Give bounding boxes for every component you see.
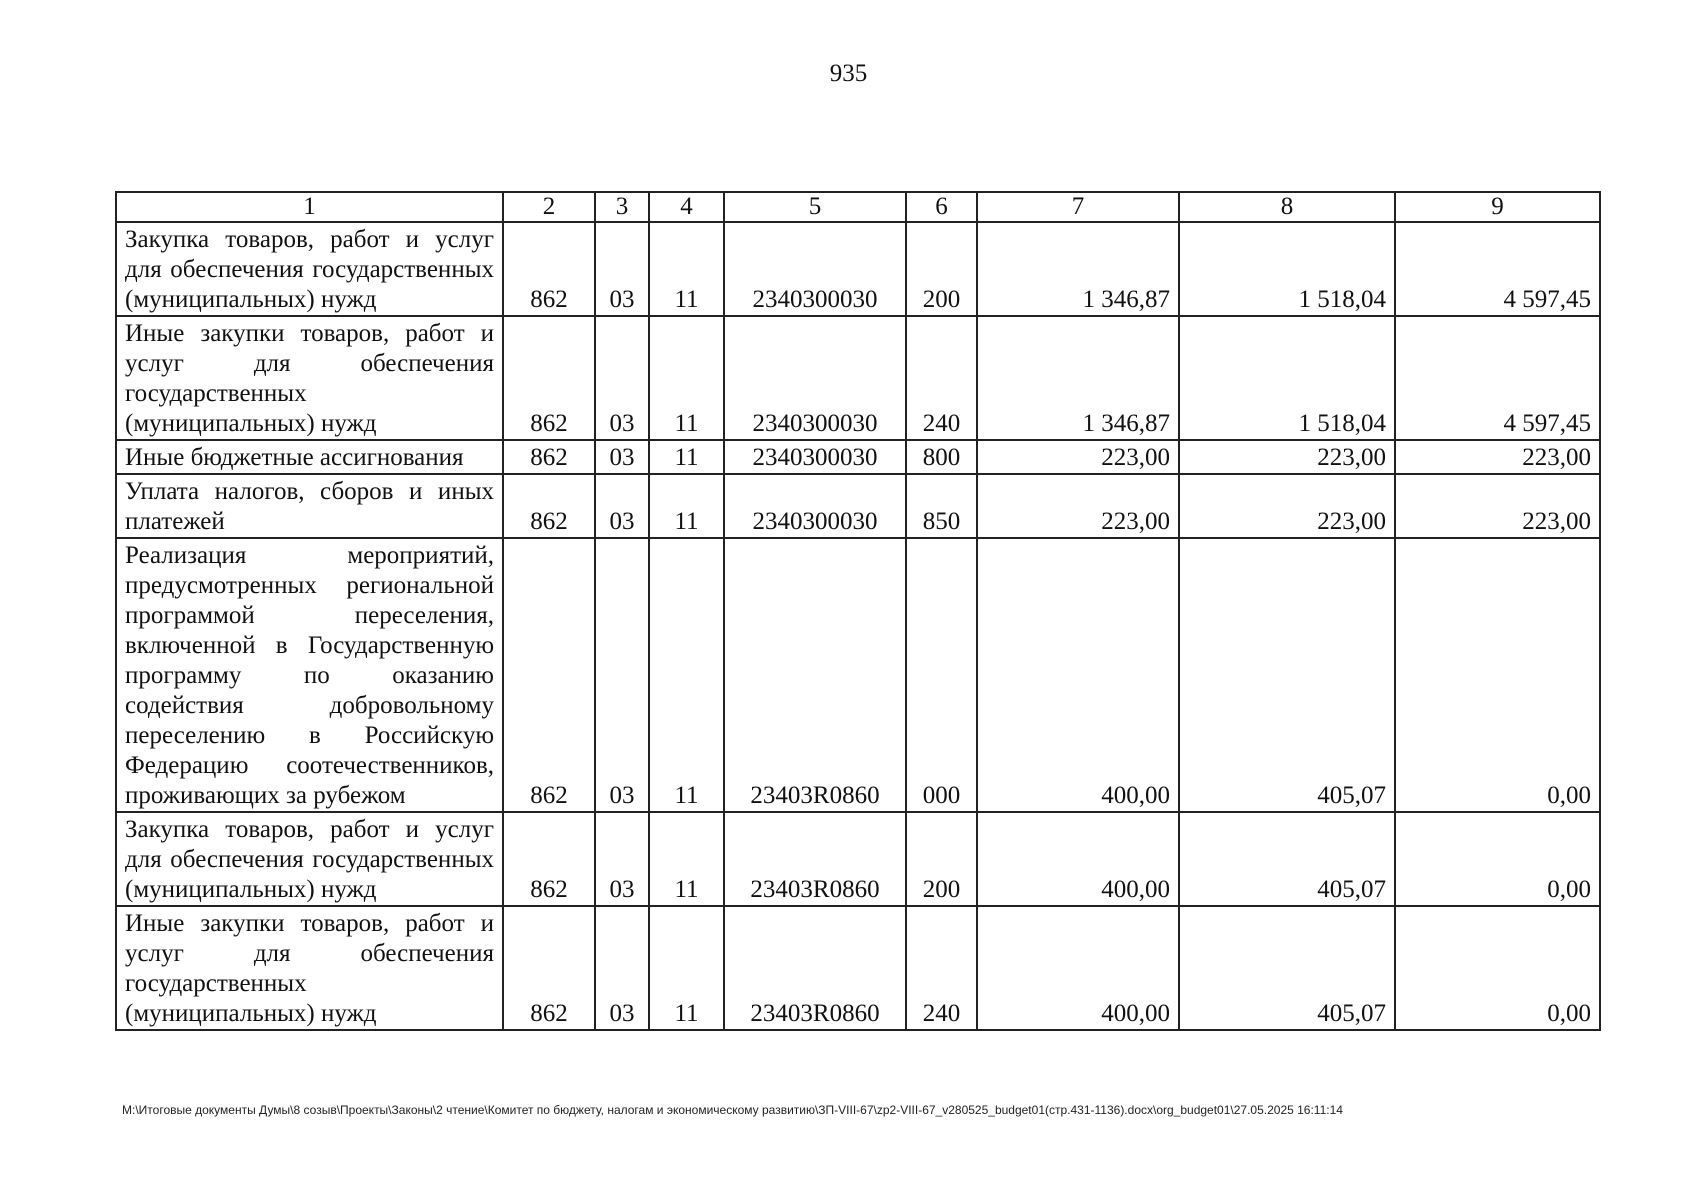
expense-type-cell: 800 bbox=[906, 440, 977, 474]
admin-code-cell: 862 bbox=[503, 440, 595, 474]
amount-cell: 1 518,04 bbox=[1179, 316, 1395, 440]
amount-cell: 0,00 bbox=[1395, 906, 1600, 1030]
column-header: 9 bbox=[1395, 192, 1600, 222]
subsection-code-cell: 11 bbox=[649, 222, 724, 316]
amount-cell: 0,00 bbox=[1395, 538, 1600, 812]
amount-cell: 4 597,45 bbox=[1395, 316, 1600, 440]
amount-cell: 405,07 bbox=[1179, 538, 1395, 812]
section-code-cell: 03 bbox=[595, 906, 649, 1030]
amount-cell: 400,00 bbox=[977, 906, 1179, 1030]
subsection-code-cell: 11 bbox=[649, 812, 724, 906]
amount-cell: 223,00 bbox=[1395, 474, 1600, 538]
section-code-cell: 03 bbox=[595, 812, 649, 906]
target-article-cell: 2340300030 bbox=[724, 222, 906, 316]
column-header: 8 bbox=[1179, 192, 1395, 222]
amount-cell: 223,00 bbox=[1179, 440, 1395, 474]
amount-cell: 400,00 bbox=[977, 812, 1179, 906]
item-name-cell: Реализация мероприятий, предусмотренных региональной программой переселения, включенной в Государственную программу по оказанию содействия добровольному переселению в Российскую Федерацию соотечественников, проживающих за рубежом bbox=[116, 538, 503, 812]
subsection-code-cell: 11 bbox=[649, 906, 724, 1030]
footer-file-path: М:\Итоговые документы Думы\8 созыв\Проекты\Законы\2 чтение\Комитет по бюджету, налогам и экономическому развитию\ЗП-VIII-67\zp2-VIII-67_v280525_budget01(стр.431-1136).docx\org_budget01\27.05.2025 16:11:14 bbox=[122, 1103, 1343, 1117]
page-number: 935 bbox=[829, 60, 868, 87]
column-header: 3 bbox=[595, 192, 649, 222]
section-code-cell: 03 bbox=[595, 474, 649, 538]
expense-type-cell: 240 bbox=[906, 906, 977, 1030]
table-row bbox=[116, 316, 1600, 440]
item-name-cell: Уплата налогов, сборов и иных платежей bbox=[116, 474, 503, 538]
item-name-cell: Иные бюджетные ассигнования bbox=[116, 440, 503, 474]
admin-code-cell: 862 bbox=[503, 222, 595, 316]
amount-cell: 223,00 bbox=[1395, 440, 1600, 474]
section-code-cell: 03 bbox=[595, 316, 649, 440]
column-header: 5 bbox=[724, 192, 906, 222]
amount-cell: 405,07 bbox=[1179, 906, 1395, 1030]
table-row bbox=[116, 474, 1600, 538]
table-row bbox=[116, 538, 1600, 812]
table-row bbox=[116, 812, 1600, 906]
budget-table bbox=[115, 191, 1601, 1031]
amount-cell: 4 597,45 bbox=[1395, 222, 1600, 316]
amount-cell: 1 346,87 bbox=[977, 316, 1179, 440]
section-code-cell: 03 bbox=[595, 538, 649, 812]
target-article-cell: 2340300030 bbox=[724, 440, 906, 474]
amount-cell: 223,00 bbox=[1179, 474, 1395, 538]
expense-type-cell: 850 bbox=[906, 474, 977, 538]
item-name-cell: Иные закупки товаров, работ и услуг для обеспечения государственных (муниципальных) нужд bbox=[116, 906, 503, 1030]
column-header: 2 bbox=[503, 192, 595, 222]
amount-cell: 223,00 bbox=[977, 440, 1179, 474]
table-header-row bbox=[116, 192, 1600, 222]
amount-cell: 0,00 bbox=[1395, 812, 1600, 906]
item-name-cell: Закупка товаров, работ и услуг для обеспечения государственных (муниципальных) нужд bbox=[116, 222, 503, 316]
target-article-cell: 2340300030 bbox=[724, 474, 906, 538]
admin-code-cell: 862 bbox=[503, 474, 595, 538]
column-header: 1 bbox=[116, 192, 503, 222]
admin-code-cell: 862 bbox=[503, 906, 595, 1030]
expense-type-cell: 000 bbox=[906, 538, 977, 812]
amount-cell: 1 518,04 bbox=[1179, 222, 1395, 316]
admin-code-cell: 862 bbox=[503, 812, 595, 906]
admin-code-cell: 862 bbox=[503, 316, 595, 440]
admin-code-cell: 862 bbox=[503, 538, 595, 812]
item-name-cell: Закупка товаров, работ и услуг для обеспечения государственных (муниципальных) нужд bbox=[116, 812, 503, 906]
expense-type-cell: 200 bbox=[906, 812, 977, 906]
expense-type-cell: 240 bbox=[906, 316, 977, 440]
table-row bbox=[116, 222, 1600, 316]
target-article-cell: 2340300030 bbox=[724, 316, 906, 440]
subsection-code-cell: 11 bbox=[649, 316, 724, 440]
amount-cell: 400,00 bbox=[977, 538, 1179, 812]
subsection-code-cell: 11 bbox=[649, 538, 724, 812]
section-code-cell: 03 bbox=[595, 222, 649, 316]
subsection-code-cell: 11 bbox=[649, 474, 724, 538]
target-article-cell: 23403R0860 bbox=[724, 906, 906, 1030]
amount-cell: 1 346,87 bbox=[977, 222, 1179, 316]
subsection-code-cell: 11 bbox=[649, 440, 724, 474]
table-row bbox=[116, 440, 1600, 474]
section-code-cell: 03 bbox=[595, 440, 649, 474]
item-name-cell: Иные закупки товаров, работ и услуг для обеспечения государственных (муниципальных) нужд bbox=[116, 316, 503, 440]
amount-cell: 405,07 bbox=[1179, 812, 1395, 906]
target-article-cell: 23403R0860 bbox=[724, 812, 906, 906]
amount-cell: 223,00 bbox=[977, 474, 1179, 538]
target-article-cell: 23403R0860 bbox=[724, 538, 906, 812]
column-header: 6 bbox=[906, 192, 977, 222]
column-header: 7 bbox=[977, 192, 1179, 222]
column-header: 4 bbox=[649, 192, 724, 222]
table-row bbox=[116, 906, 1600, 1030]
expense-type-cell: 200 bbox=[906, 222, 977, 316]
